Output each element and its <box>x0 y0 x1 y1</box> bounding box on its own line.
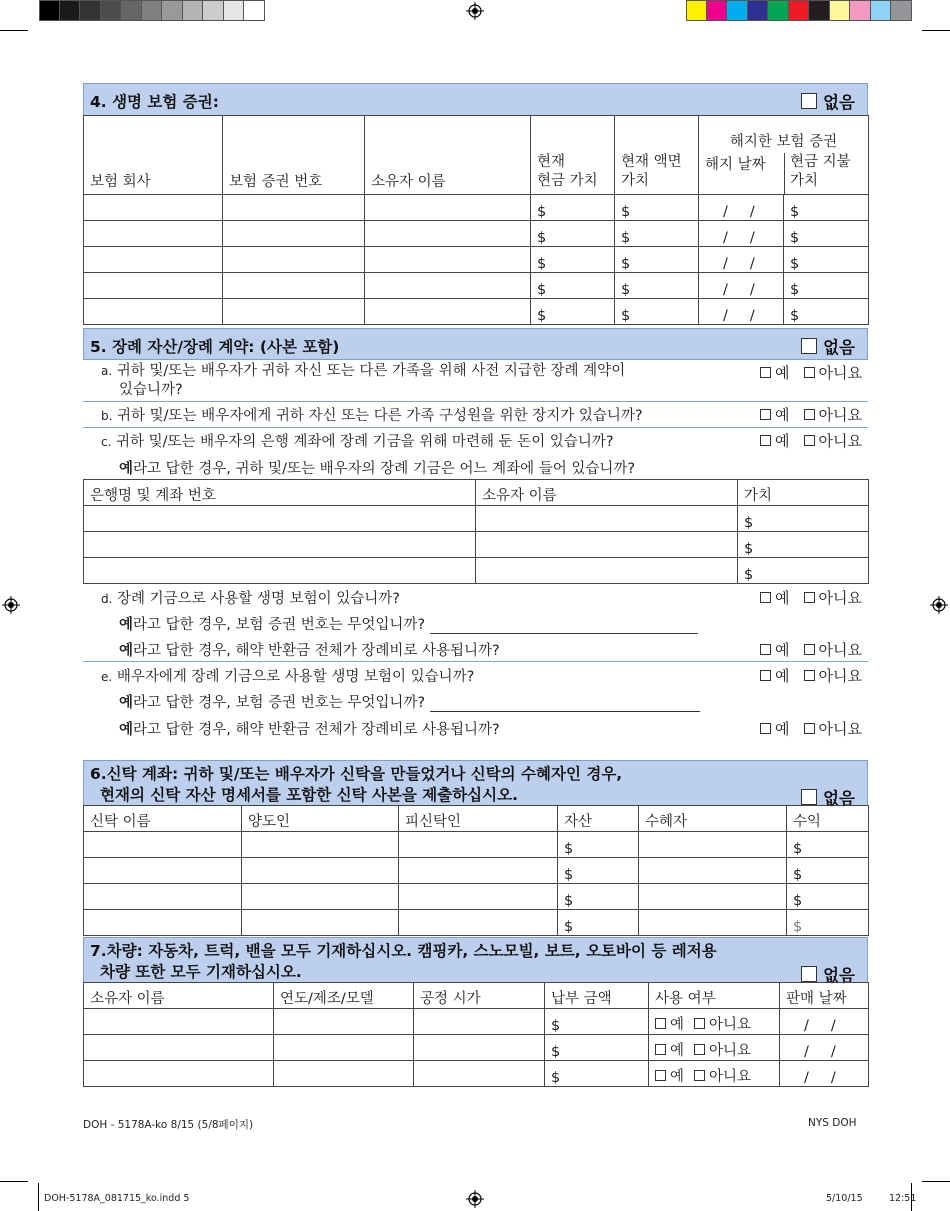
q5d-no-checkbox[interactable]: 아니요 <box>804 587 862 608</box>
in-use-yes-checkbox: 예 <box>655 1065 684 1086</box>
section-5-none-checkbox[interactable] <box>801 338 817 354</box>
col-header-owner-name: 소유자 이름 <box>365 116 531 195</box>
vehicle-table <box>83 982 869 1087</box>
cash-paid-cell[interactable]: $ <box>784 273 869 299</box>
face-value-cell[interactable]: $ <box>615 273 699 299</box>
q5e-policy-number-input[interactable] <box>430 698 700 712</box>
section-6-title: 6.신탁 계좌: 귀하 및/또는 배우자가 신탁을 만들었거나 신탁의 수혜자인 경우, 현재의 신탁 자산 명세서를 포함한 신탁 사본을 제출하십시오. <box>90 765 623 804</box>
col-header-bank-account: 은행명 및 계좌 번호 <box>84 480 476 506</box>
table-row <box>84 558 869 584</box>
table-row <box>84 273 869 299</box>
crop-mark <box>922 1181 950 1182</box>
table-row <box>84 221 869 247</box>
asset-cell[interactable]: $ <box>558 858 639 884</box>
registration-mark-icon <box>466 1190 484 1208</box>
gray-swatch <box>121 0 142 21</box>
color-swatch <box>789 0 810 21</box>
q5d-yes-checkbox[interactable]: 예 <box>760 587 790 608</box>
section-4-none-checkbox[interactable] <box>801 93 817 109</box>
q5c-yes-checkbox[interactable]: 예 <box>760 430 790 451</box>
color-swatch <box>727 0 748 21</box>
beneficiary-cell[interactable] <box>639 910 787 936</box>
owner-name-cell[interactable] <box>365 247 531 273</box>
question-5e-surrender-value: 예라고 답한 경우, 해약 반환금 전체가 장례비로 사용됩니까? 예 아니요 <box>119 720 862 738</box>
cash-paid-cell[interactable]: $ <box>784 299 869 325</box>
vehicle-col-header: 공정 시가 <box>414 983 545 1009</box>
file-name: DOH-5178A_081715_ko.indd 5 <box>44 1193 190 1204</box>
trust-name-cell[interactable] <box>84 884 242 910</box>
beneficiary-cell[interactable] <box>639 858 787 884</box>
year-make-model-cell[interactable] <box>274 1061 414 1087</box>
face-value-cell[interactable]: $ <box>615 195 699 221</box>
gray-swatch <box>183 0 204 21</box>
question-5e: e. 배우자에게 장례 기금으로 사용할 생명 보험이 있습니까? 예 아니요 <box>101 667 862 685</box>
section-7-none-checkbox[interactable] <box>801 966 817 982</box>
q5e-no-checkbox[interactable]: 아니요 <box>804 665 862 686</box>
fair-market-value-cell[interactable] <box>414 1061 545 1087</box>
cash-paid-cell[interactable]: $ <box>784 221 869 247</box>
q5d-policy-number-input[interactable] <box>430 620 698 634</box>
none-label: 없음 <box>823 789 855 808</box>
insurance-company-cell[interactable] <box>84 247 223 273</box>
vehicle-col-header: 납부 금액 <box>545 983 649 1009</box>
table-row <box>84 1009 869 1035</box>
cash-value-line2: 현금 가치 <box>537 173 598 189</box>
trust-col-header: 자산 <box>558 806 639 832</box>
table-row <box>84 195 869 221</box>
surrendered-policy-header: 해지한 보험 증권 <box>729 134 838 150</box>
life-insurance-table <box>83 115 869 325</box>
print-date: 5/10/15 <box>826 1193 863 1204</box>
vehicle-col-header: 연도/제조/모델 <box>274 983 414 1009</box>
owner-name-cell[interactable] <box>476 558 738 584</box>
income-cell[interactable]: $ <box>787 884 869 910</box>
policy-number-cell[interactable] <box>223 195 365 221</box>
gray-swatch <box>60 0 81 21</box>
vehicle-col-header: 판매 날짜 <box>780 983 869 1009</box>
col-header-value: 가치 <box>738 480 869 506</box>
gray-swatch <box>244 0 265 21</box>
cash-value-cell[interactable]: $ <box>531 221 615 247</box>
bank-account-cell[interactable] <box>84 532 476 558</box>
question-5d-policy-number: 예라고 답한 경우, 보험 증권 번호는 무엇입니까? <box>83 613 868 635</box>
color-swatch <box>850 0 871 21</box>
color-swatch <box>748 0 769 21</box>
trustee-cell[interactable] <box>399 910 558 936</box>
insurance-company-cell[interactable] <box>84 273 223 299</box>
form-id: DOH - 5178A-ko 8/15 (5/8페이지) <box>83 1119 254 1131</box>
grayscale-color-bar <box>39 0 265 22</box>
q5e-yes-checkbox[interactable]: 예 <box>760 665 790 686</box>
in-use-no-checkbox: 아니요 <box>694 1013 751 1034</box>
owner-name-cell[interactable] <box>476 532 738 558</box>
insurance-company-cell[interactable] <box>84 195 223 221</box>
grantor-cell[interactable] <box>242 884 399 910</box>
section-7-header <box>83 937 868 983</box>
funeral-account-table <box>83 479 869 584</box>
table-row <box>84 506 869 532</box>
in-use-yes-checkbox: 예 <box>655 1013 684 1034</box>
registration-mark-icon <box>930 596 948 614</box>
grantor-cell[interactable] <box>242 910 399 936</box>
grantor-cell[interactable] <box>242 832 399 858</box>
trust-name-cell[interactable] <box>84 858 242 884</box>
color-swatch <box>768 0 789 21</box>
trust-account-table <box>83 805 869 936</box>
cash-value-cell[interactable]: $ <box>531 273 615 299</box>
gray-swatch <box>142 0 163 21</box>
fair-market-value-cell[interactable] <box>414 1035 545 1061</box>
policy-number-cell[interactable] <box>223 221 365 247</box>
face-value-line1: 현재 액면 <box>621 154 682 170</box>
owner-name-cell[interactable] <box>365 299 531 325</box>
sale-date-cell[interactable]: // <box>780 1035 869 1061</box>
surrender-date-cell[interactable]: // <box>699 221 784 247</box>
cash-value-cell[interactable]: $ <box>531 247 615 273</box>
trust-col-header: 수익 <box>787 806 869 832</box>
year-make-model-cell[interactable] <box>274 1035 414 1061</box>
year-make-model-cell[interactable] <box>274 1009 414 1035</box>
col-header-surrendered-group <box>699 116 869 195</box>
print-time: 12:51 <box>889 1193 917 1204</box>
color-swatch <box>891 0 912 21</box>
trust-name-cell[interactable] <box>84 832 242 858</box>
trustee-cell[interactable] <box>399 858 558 884</box>
bank-account-cell[interactable] <box>84 506 476 532</box>
asset-cell[interactable]: $ <box>558 910 639 936</box>
value-cell[interactable]: $ <box>738 506 869 532</box>
col-header-owner-name: 소유자 이름 <box>476 480 738 506</box>
trust-col-header: 양도인 <box>242 806 399 832</box>
income-cell[interactable]: $ <box>787 832 869 858</box>
crop-mark <box>0 1181 28 1182</box>
question-5e-policy-number: 예라고 답한 경우, 보험 증권 번호는 무엇입니까? <box>83 691 868 713</box>
surrender-date-cell[interactable]: // <box>699 195 784 221</box>
grantor-cell[interactable] <box>242 858 399 884</box>
table-row <box>84 532 869 558</box>
col-header-cash-paid-value: 현금 지불 가치 <box>790 154 851 189</box>
income-cell[interactable]: $ <box>787 910 869 936</box>
section-6-header <box>83 760 868 806</box>
gray-swatch <box>162 0 183 21</box>
owner-name-cell[interactable] <box>365 195 531 221</box>
section-5-header <box>83 328 868 360</box>
crop-mark <box>922 30 950 31</box>
color-swatch <box>830 0 851 21</box>
table-row <box>84 858 869 884</box>
surrender-date-cell[interactable]: // <box>699 273 784 299</box>
agency-label: NYS DOH <box>808 1117 857 1129</box>
sale-date-cell[interactable]: // <box>780 1009 869 1035</box>
question-5d: d. 장례 기금으로 사용할 생명 보험이 있습니까? 예 아니요 <box>101 589 862 607</box>
q5a-no-checkbox[interactable]: 아니요 <box>804 362 862 383</box>
q5a-yes-checkbox[interactable]: 예 <box>760 362 790 383</box>
income-cell[interactable]: $ <box>787 858 869 884</box>
asset-cell[interactable]: $ <box>558 832 639 858</box>
question-5b: b. 귀하 및/또는 배우자에게 귀하 자신 또는 다른 가족 구성원을 위한 장지가 있습니까? 예 아니요 <box>101 406 862 424</box>
face-value-cell[interactable]: $ <box>615 299 699 325</box>
owner-name-cell[interactable] <box>365 221 531 247</box>
insurance-company-cell[interactable] <box>84 221 223 247</box>
amount-owed-cell[interactable]: $ <box>545 1061 649 1087</box>
trust-name-cell[interactable] <box>84 910 242 936</box>
section-7-title: 7.차량: 자동차, 트럭, 밴을 모두 기재하십시오. 캠핑카, 스노모빌, 보트, 오토바이 등 레저용 차량 또한 모두 기재하십시오. <box>90 942 717 981</box>
beneficiary-cell[interactable] <box>639 884 787 910</box>
owner-name-cell[interactable] <box>365 273 531 299</box>
value-cell[interactable]: $ <box>738 558 869 584</box>
col-header-cash-value <box>531 116 615 195</box>
amount-owed-cell[interactable]: $ <box>545 1035 649 1061</box>
vehicle-col-header: 소유자 이름 <box>84 983 274 1009</box>
trust-col-header: 피신탁인 <box>399 806 558 832</box>
cash-paid-cell[interactable]: $ <box>784 195 869 221</box>
crop-mark <box>0 30 28 31</box>
cash-paid-cell[interactable]: $ <box>784 247 869 273</box>
asset-cell[interactable]: $ <box>558 884 639 910</box>
cash-value-cell[interactable]: $ <box>531 299 615 325</box>
value-cell[interactable]: $ <box>738 532 869 558</box>
col-header-policy-number: 보험 증권 번호 <box>223 116 365 195</box>
policy-number-cell[interactable] <box>223 273 365 299</box>
owner-name-cell[interactable] <box>84 1035 274 1061</box>
cash-value-line1: 현재 <box>537 154 566 170</box>
section-6-none-checkbox[interactable] <box>801 789 817 805</box>
gray-swatch <box>39 0 60 21</box>
in-use-yes-checkbox: 예 <box>655 1039 684 1060</box>
bank-account-cell[interactable] <box>84 558 476 584</box>
registration-mark-icon <box>466 2 484 20</box>
q5d-surrender-no-checkbox[interactable]: 아니요 <box>804 639 862 660</box>
policy-number-cell[interactable] <box>223 299 365 325</box>
table-row <box>84 247 869 273</box>
gray-swatch <box>101 0 122 21</box>
fair-market-value-cell[interactable] <box>414 1009 545 1035</box>
color-swatch <box>871 0 892 21</box>
gray-swatch <box>224 0 245 21</box>
face-value-line2: 가치 <box>621 173 650 189</box>
table-row <box>84 1035 869 1061</box>
q5c-no-checkbox[interactable]: 아니요 <box>804 430 862 451</box>
col-header-face-value <box>615 116 699 195</box>
col-header-insurance-company: 보험 회사 <box>84 116 223 195</box>
cash-value-cell[interactable]: $ <box>531 195 615 221</box>
policy-number-cell[interactable] <box>223 247 365 273</box>
table-row <box>84 299 869 325</box>
crop-mark <box>38 1183 39 1211</box>
insurance-company-cell[interactable] <box>84 299 223 325</box>
table-row <box>84 910 869 936</box>
gray-swatch <box>80 0 101 21</box>
section-4-title: 4. 생명 보험 증권: <box>90 93 219 111</box>
beneficiary-cell[interactable] <box>639 832 787 858</box>
table-row <box>84 1061 869 1087</box>
in-use-cell[interactable] <box>649 1061 780 1087</box>
none-label: 없음 <box>823 338 855 357</box>
in-use-no-checkbox: 아니요 <box>694 1065 751 1086</box>
q5e-surrender-no-checkbox[interactable]: 아니요 <box>804 718 862 739</box>
section-5-title: 5. 장례 자산/장례 계약: (사본 포함) <box>90 338 340 356</box>
surrender-date-cell[interactable]: // <box>699 247 784 273</box>
face-value-cell[interactable]: $ <box>615 221 699 247</box>
trust-col-header: 수혜자 <box>639 806 787 832</box>
surrender-date-cell[interactable]: // <box>699 299 784 325</box>
amount-owed-cell[interactable]: $ <box>545 1009 649 1035</box>
none-label: 없음 <box>823 93 855 112</box>
table-row <box>84 884 869 910</box>
question-5c: c. 귀하 및/또는 배우자의 은행 계좌에 장례 기금을 위해 마련해 둔 돈이 있습니까? 예 아니요 예라고 답한 경우, 귀하 및/또는 배우자의 장례 기금은 어느 계좌에 들어 있습니까? <box>101 432 862 477</box>
registration-mark-icon <box>2 596 20 614</box>
col-header-surrender-date: 해지 날짜 <box>705 157 766 173</box>
trust-col-header: 신탁 이름 <box>84 806 242 832</box>
vehicle-col-header: 사용 여부 <box>649 983 780 1009</box>
owner-name-cell[interactable] <box>84 1061 274 1087</box>
in-use-no-checkbox: 아니요 <box>694 1039 751 1060</box>
color-swatch <box>809 0 830 21</box>
color-swatch <box>686 0 707 21</box>
owner-name-cell[interactable] <box>476 506 738 532</box>
question-5a: a. 귀하 및/또는 배우자가 귀하 자신 또는 다른 가족을 위해 사전 지급한 장례 계약이 있습니까? 예 아니요 <box>101 363 862 398</box>
face-value-cell[interactable]: $ <box>615 247 699 273</box>
table-row <box>84 832 869 858</box>
owner-name-cell[interactable] <box>84 1009 274 1035</box>
trustee-cell[interactable] <box>399 832 558 858</box>
q5b-no-checkbox[interactable]: 아니요 <box>804 404 862 425</box>
process-color-bar <box>686 0 912 22</box>
q5d-surrender-yes-checkbox[interactable]: 예 <box>760 639 790 660</box>
gray-swatch <box>203 0 224 21</box>
sale-date-cell[interactable]: // <box>780 1061 869 1087</box>
none-label: 없음 <box>823 966 855 985</box>
trustee-cell[interactable] <box>399 884 558 910</box>
color-swatch <box>707 0 728 21</box>
in-use-cell[interactable] <box>649 1035 780 1061</box>
in-use-cell[interactable] <box>649 1009 780 1035</box>
q5b-yes-checkbox[interactable]: 예 <box>760 404 790 425</box>
question-5d-surrender-value: 예라고 답한 경우, 해약 반환금 전체가 장례비로 사용됩니까? 예 아니요 <box>119 641 862 659</box>
section-4-header <box>83 83 868 116</box>
q5e-surrender-yes-checkbox[interactable]: 예 <box>760 718 790 739</box>
